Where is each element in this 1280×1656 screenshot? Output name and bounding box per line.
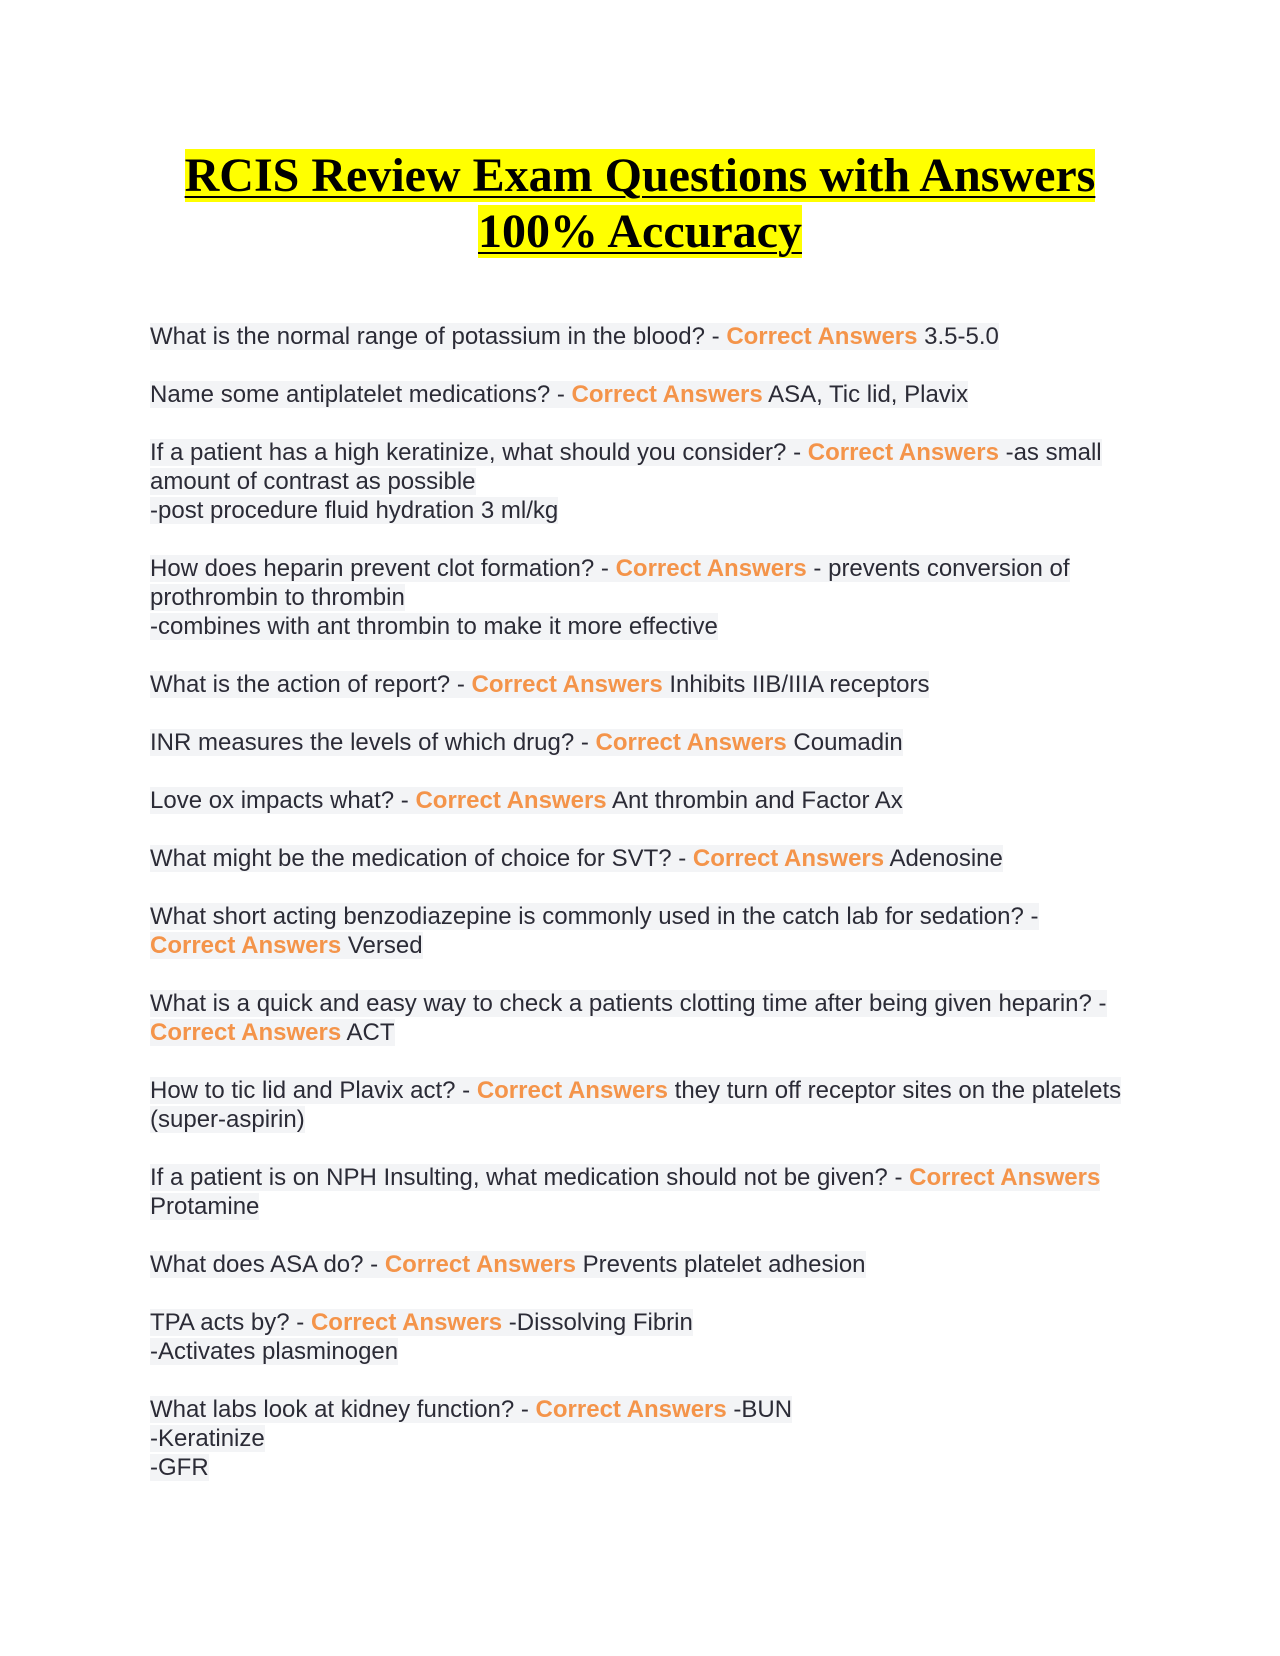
correct-answers-label: Correct Answers <box>807 439 999 466</box>
correct-answers-label: Correct Answers <box>384 1251 576 1278</box>
qa-item <box>150 1076 1130 1134</box>
qa-highlight <box>150 555 1070 640</box>
correct-answers-label: Correct Answers <box>726 323 918 350</box>
question-text: What labs look at kidney function? - <box>150 1396 536 1423</box>
qa-highlight <box>150 1077 1121 1133</box>
qa-item <box>150 728 1130 757</box>
correct-answers-label: Correct Answers <box>150 932 342 959</box>
qa-highlight <box>150 787 903 814</box>
qa-item <box>150 902 1130 960</box>
answer-text: Inhibits IIB/IIIA receptors <box>662 671 930 698</box>
answer-text: -GFR <box>150 1454 209 1481</box>
answer-text: -combines with ant thrombin to make it more effective <box>150 613 718 640</box>
qa-highlight <box>150 845 1003 872</box>
question-text: If a patient has a high keratinize, what should you consider? - <box>150 439 808 466</box>
answer-text: - prevents conversion of prothrombin to thrombin <box>150 555 1070 611</box>
document-title <box>150 148 1130 260</box>
correct-answers-label: Correct Answers <box>476 1077 668 1104</box>
question-text: If a patient is on NPH Insulting, what medication should not be given? - <box>150 1164 910 1191</box>
qa-highlight <box>150 1251 866 1278</box>
qa-highlight <box>150 439 1102 524</box>
question-text: What short acting benzodiazepine is commonly used in the catch lab for sedation? - <box>150 903 1039 930</box>
qa-list <box>150 322 1130 1511</box>
answer-text: -BUN <box>726 1396 793 1423</box>
qa-highlight <box>150 1309 693 1365</box>
qa-item <box>150 989 1130 1047</box>
answer-text: -Dissolving Fibrin <box>502 1309 693 1336</box>
qa-highlight <box>150 381 968 408</box>
qa-highlight <box>150 990 1107 1046</box>
correct-answers-label: Correct Answers <box>595 729 787 756</box>
answer-text: they turn off receptor sites on the platelets (super-aspirin) <box>150 1077 1122 1133</box>
answer-text: Ant thrombin and Factor Ax <box>606 787 903 814</box>
question-text: What is a quick and easy way to check a patients clotting time after being given heparin? - <box>150 990 1107 1017</box>
question-text: Love ox impacts what? - <box>150 787 416 814</box>
answer-text: Prevents platelet adhesion <box>576 1251 866 1278</box>
question-text: How to tic lid and Plavix act? - <box>150 1077 477 1104</box>
correct-answers-label: Correct Answers <box>692 845 885 872</box>
correct-answers-label: Correct Answers <box>471 671 663 698</box>
answer-text: -Keratinize <box>150 1425 265 1452</box>
answer-text: Protamine <box>150 1193 260 1220</box>
qa-item <box>150 380 1130 409</box>
answer-text: 3.5-5.0 <box>917 323 999 350</box>
qa-highlight <box>150 1164 1100 1220</box>
qa-item <box>150 1308 1130 1366</box>
correct-answers-label: Correct Answers <box>909 1164 1101 1191</box>
question-text: Name some antiplatelet medications? - <box>150 381 572 408</box>
correct-answers-label: Correct Answers <box>535 1396 727 1423</box>
qa-highlight <box>150 671 929 698</box>
answer-text: Coumadin <box>786 729 903 756</box>
question-text: What might be the medication of choice for SVT? - <box>150 845 693 872</box>
correct-answers-label: Correct Answers <box>615 555 807 582</box>
correct-answers-label: Correct Answers <box>310 1309 503 1336</box>
question-text: How does heparin prevent clot formation? - <box>150 555 616 582</box>
answer-text: ACT <box>341 1019 395 1046</box>
title-line-2: 100% Accuracy <box>478 205 802 258</box>
qa-item <box>150 438 1130 525</box>
qa-item <box>150 1163 1130 1221</box>
answer-text: -as small amount of contrast as possible <box>150 439 1102 495</box>
qa-item <box>150 844 1130 873</box>
question-text: What is the normal range of potassium in the blood? - <box>150 323 727 350</box>
qa-item <box>150 1250 1130 1279</box>
answer-text: Adenosine <box>884 845 1003 872</box>
answer-text: Versed <box>341 932 423 959</box>
question-text: TPA acts by? - <box>150 1309 311 1336</box>
qa-highlight <box>150 323 999 350</box>
qa-highlight <box>150 1396 792 1481</box>
question-text: What is the action of report? - <box>150 671 472 698</box>
correct-answers-label: Correct Answers <box>571 381 763 408</box>
correct-answers-label: Correct Answers <box>415 787 607 814</box>
answer-text: -post procedure fluid hydration 3 ml/kg <box>150 497 559 524</box>
qa-highlight <box>150 903 1039 959</box>
qa-item <box>150 554 1130 641</box>
qa-item <box>150 786 1130 815</box>
title-line-1: RCIS Review Exam Questions with Answers <box>184 149 1096 202</box>
correct-answers-label: Correct Answers <box>150 1019 342 1046</box>
qa-item <box>150 670 1130 699</box>
answer-text: ASA, Tic lid, Plavix <box>762 381 969 408</box>
question-text: INR measures the levels of which drug? - <box>150 729 596 756</box>
qa-item <box>150 322 1130 351</box>
answer-text: -Activates plasminogen <box>150 1338 399 1365</box>
qa-highlight <box>150 729 903 756</box>
question-text: What does ASA do? - <box>150 1251 385 1278</box>
qa-item <box>150 1395 1130 1482</box>
